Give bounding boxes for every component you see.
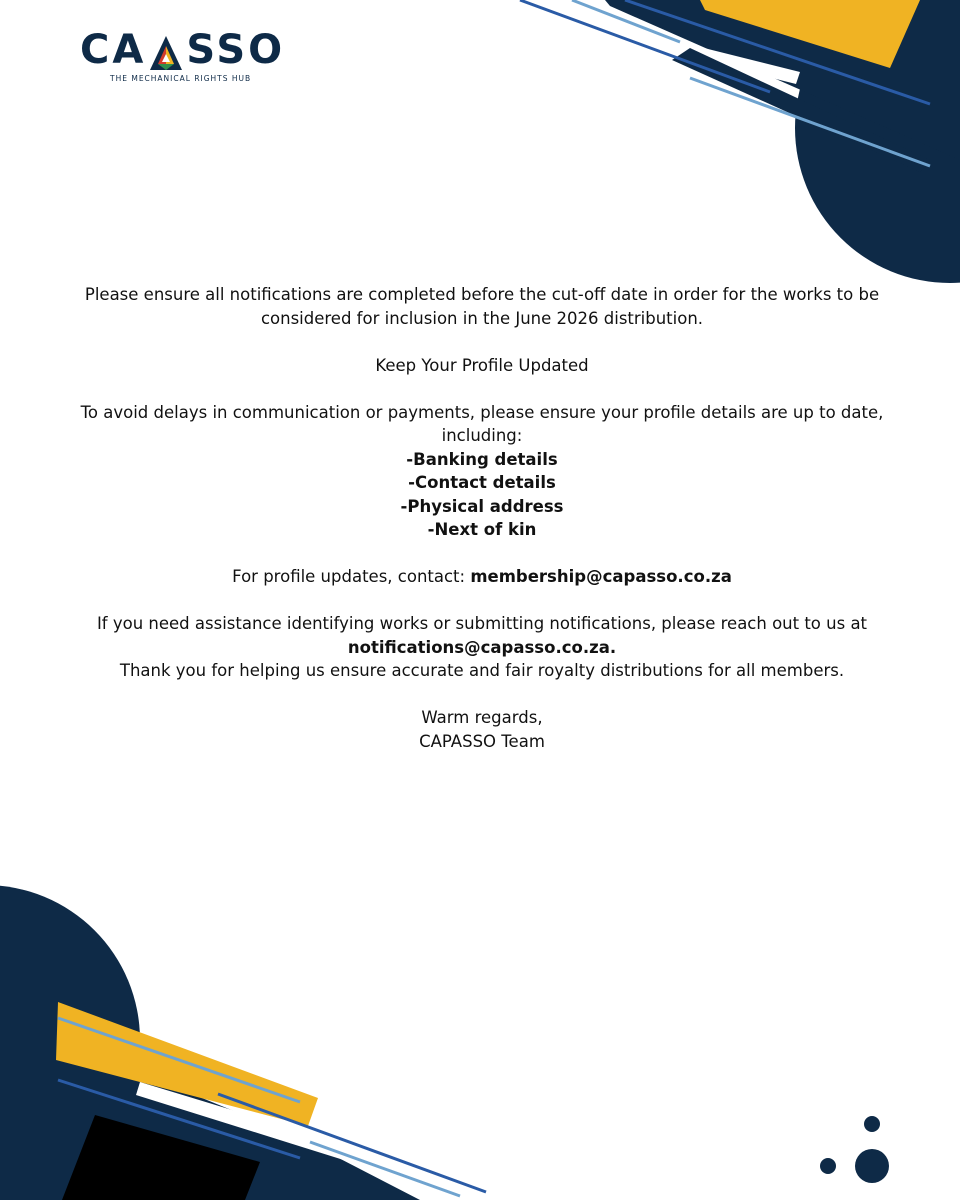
notifications-email-link[interactable]: notifications@capasso.co.za. — [347, 637, 617, 657]
profile-contact-line — [60, 565, 904, 589]
list-item-contact: -Contact details — [408, 473, 556, 492]
closing-text: Warm regards, — [421, 708, 543, 727]
logo-text-right: SSO — [186, 27, 286, 73]
membership-email-link[interactable]: membership@capasso.co.za — [470, 567, 732, 586]
dot-large — [855, 1149, 889, 1183]
signature-text: CAPASSO Team — [419, 731, 545, 751]
logo-triangle-icon — [148, 34, 184, 72]
list-item-next-of-kin: -Next of kin — [427, 520, 537, 539]
section-heading: Keep Your Profile Updated — [375, 355, 589, 375]
assist-text: If you need assistance identifying works or submitting notifications, please reach out to us at — [96, 614, 868, 633]
logo-tagline: THE MECHANICAL RIGHTS HUB — [110, 74, 252, 83]
dot-small-top — [864, 1116, 880, 1132]
list-item-address: -Physical address — [400, 496, 564, 516]
logo-text-left: CA — [80, 27, 147, 73]
intro-text: Please ensure all notifications are completed before the cut-off date in order for the works to be considered for inclusion in the June 2026 distribution. — [84, 285, 880, 328]
capasso-logo — [80, 28, 310, 88]
profile-contact-prefix: For profile updates, contact: — [232, 567, 471, 586]
dot-small-left — [820, 1158, 836, 1174]
logo-wordmark — [80, 28, 310, 72]
list-item-banking: -Banking details — [406, 449, 558, 469]
profile-text: To avoid delays in communication or payments, please ensure your profile details are up to date, including: — [80, 402, 884, 445]
notice-body — [60, 283, 904, 753]
thanks-text: Thank you for helping us ensure accurate and fair royalty distributions for all members. — [119, 661, 845, 680]
